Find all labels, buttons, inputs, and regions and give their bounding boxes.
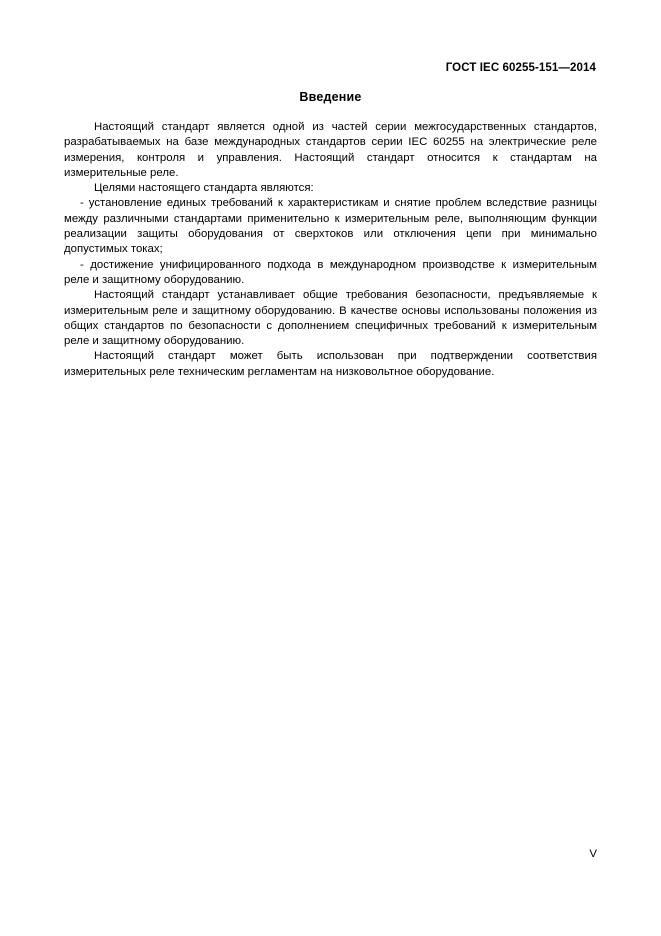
running-head-standard-number: ГОСТ IEC 60255-151—2014 bbox=[445, 62, 596, 74]
page-title: Введение bbox=[299, 90, 362, 104]
body-text-block bbox=[64, 120, 597, 380]
paragraph-intro-scope: Настоящий стандарт является одной из частей серии межгосударственных стандартов, разрабатываемых на базе международных стандартов серии IEC 60255 на электрические реле измерения, контроля и управления. Настоящий стандарт относится к стандартам на измерительные реле. bbox=[64, 121, 597, 179]
paragraph-goal-item-1: - установление единых требований к характеристикам и снятие проблем вследствие разницы между различными стандартами применительно к измерительным реле, выполняющим функции реализации защиты оборудования от сверхтоков или отключения цепи при минимально допустимых токах; bbox=[64, 197, 597, 256]
page-number: V bbox=[589, 848, 597, 860]
paragraph-conformity-assessment: Настоящий стандарт может быть использован при подтверждении соответствия измерительных реле техническим регламентам на низковольтное оборудование. bbox=[64, 350, 597, 378]
paragraph-goals-lead: Целями настоящего стандарта являются: bbox=[94, 182, 314, 195]
paragraph-goal-item-2: - достижение унифицированного подхода в международном производстве к измерительным реле и защитному оборудованию. bbox=[64, 258, 597, 286]
paragraph-safety-requirements: Настоящий стандарт устанавливает общие требования безопасности, предъявляемые к измерительным реле и защитному оборудованию. В качестве основы использованы положения из общих стандартов по безопасности с дополнением специфичных требований к измерительным реле и защитному оборудованию. bbox=[64, 289, 597, 348]
